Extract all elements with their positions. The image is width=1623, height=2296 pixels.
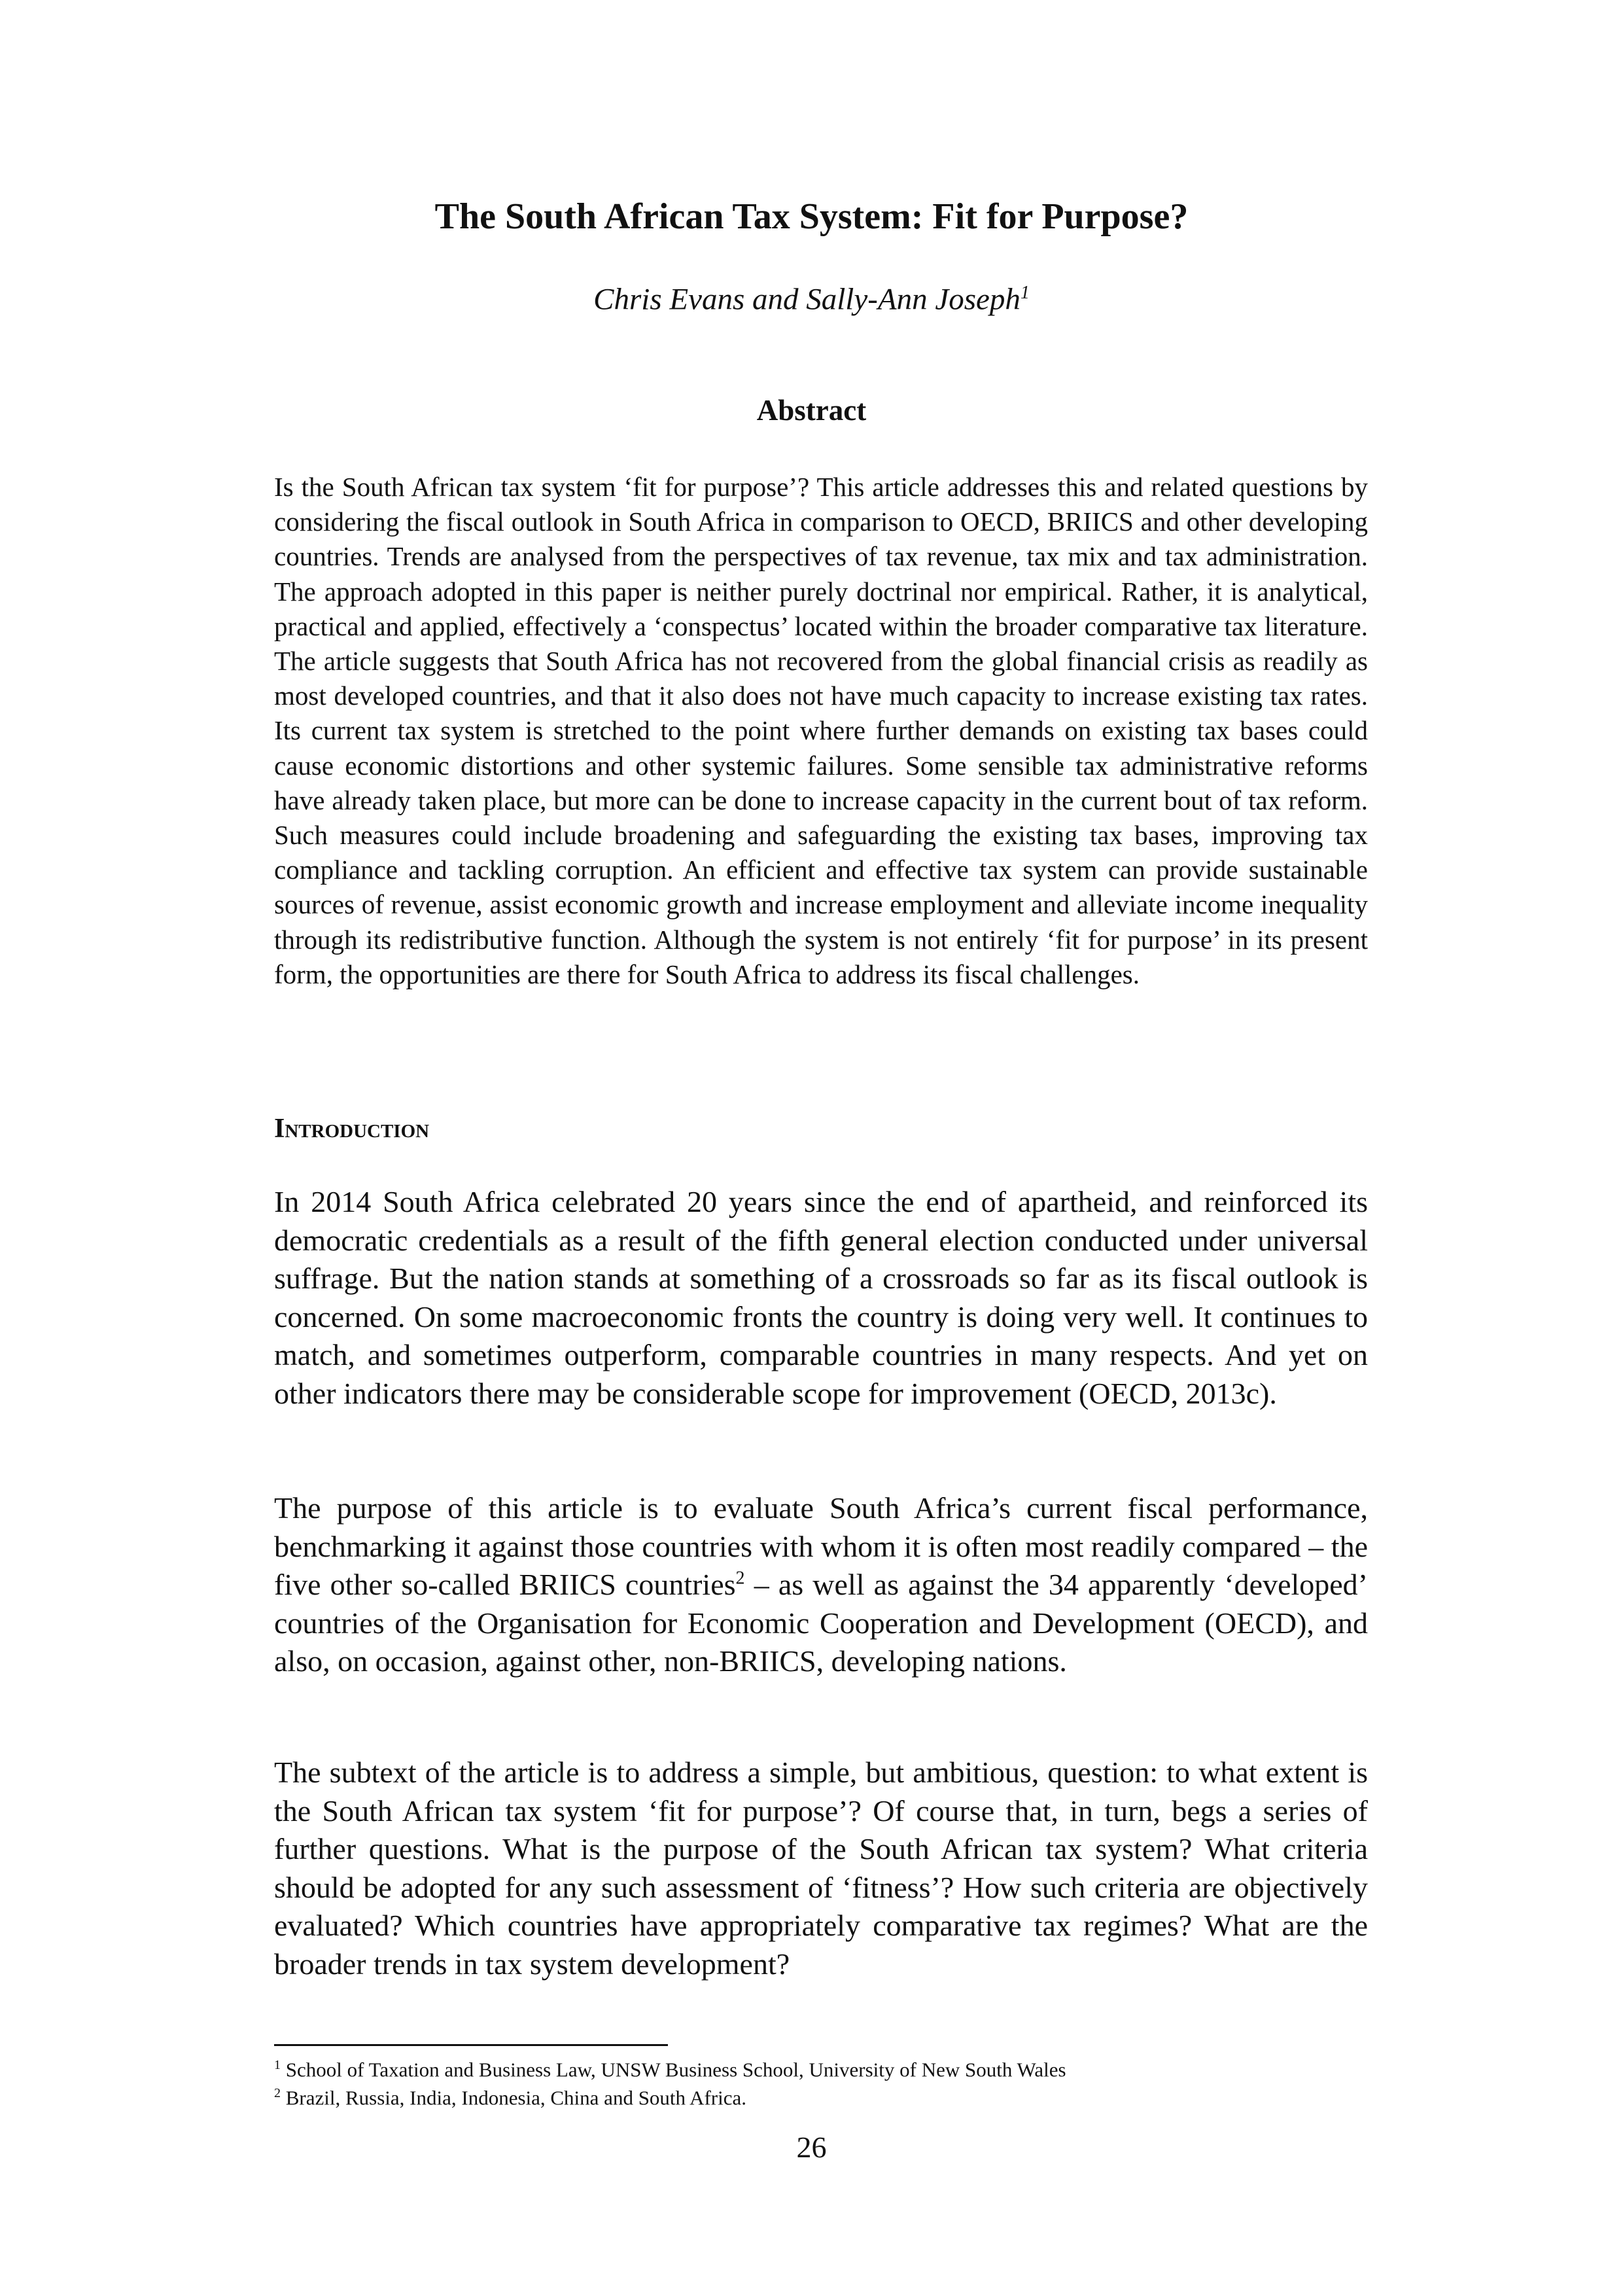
footnote-text: School of Taxation and Business Law, UNSW Business School, University of New South Wales (285, 2058, 1066, 2081)
body-paragraph-1: In 2014 South Africa celebrated 20 years since the end of apartheid, and reinforced its democratic credentials as a result of the fifth general election conducted under universal suffrage. But the nation stands at something of a crossroads so far as its fiscal outlook is concerned. On some macroeconomic fronts the country is doing very well. It continues to match, and sometimes outperform, comparable countries in many respects. And yet on other indicators there may be considerable scope for improvement (OECD, 2013c). (274, 1185, 1368, 1410)
footnote-ref-2: 2 (735, 1568, 745, 1589)
author-footnote-marker: 1 (1020, 283, 1030, 303)
paragraph-2-text-end: – as well as against the 34 apparently ‘developed’ countries of the Organisation for Economic Cooperation and Development (OECD), and also, on occasion, against other, non-BRIICS, developing nations. (274, 1568, 1369, 1678)
author-names: Chris Evans and Sally-Ann Joseph (593, 282, 1021, 317)
body-paragraph-2 (274, 1489, 1368, 1681)
abstract-heading: Abstract (756, 394, 867, 427)
footnote-marker: 2 (274, 2086, 281, 2101)
paragraph-2-text-start: The purpose of this article is to evaluate South Africa’s current fiscal performance, benchmarking it against those countries with whom it is often most readily compared – the five other so-called BRIICS countries (274, 1491, 1368, 1602)
footnote-marker: 1 (274, 2058, 281, 2072)
paper-title: The South African Tax System: Fit for Purpose? (434, 196, 1189, 237)
footnotes (274, 2053, 1368, 2110)
page-number: 26 (796, 2130, 827, 2164)
body-paragraph-3: The subtext of the article is to address a simple, but ambitious, question: to what extent is the South African tax system ‘fit for purpose’? Of course that, in turn, begs a series of further questions. What is the purpose of the South African tax system? What criteria should be adopted for any such assessment of ‘fitness’? How such criteria are objectively evaluated? Which countries have appropriately comparative tax regimes? What are the broader trends in tax system development? (274, 1756, 1368, 1981)
author-line (0, 274, 1623, 319)
footnote-1 (274, 2053, 1368, 2081)
footnote-separator (274, 2044, 668, 2046)
footnote-2 (274, 2081, 1368, 2110)
section-heading-introduction: Introduction (274, 1114, 430, 1144)
abstract-text: Is the South African tax system ‘fit for purpose’? This article addresses this and related questions by considering the fiscal outlook in South Africa in comparison to OECD, BRIICS and other developing countries. Trends are analysed from the perspectives of tax revenue, tax mix and tax administration. The approach adopted in this paper is neither purely doctrinal nor empirical. Rather, it is analytical, practical and applied, effectively a ‘conspectus’ located within the broader comparative tax literature. The article suggests that South Africa has not recovered from the global financial crisis as readily as most developed countries, and that it also does not have much capacity to increase existing tax rates. Its current tax system is stretched to the point where further demands on existing tax bases could cause economic distortions and other systemic failures. Some sensible tax administrative reforms have already taken place, but more can be done to increase capacity in the current bout of tax reform. Such measures could include broadening and safeguarding the existing tax bases, improving tax compliance and tackling corruption. An efficient and effective tax system can provide sustainable sources of revenue, assist economic growth and increase employment and alleviate income inequality through its redistributive function. Although the system is not entirely ‘fit for purpose’ in its present form, the opportunities are there for South Africa to address its fiscal challenges. (274, 472, 1368, 989)
footnote-text: Brazil, Russia, India, Indonesia, China and South Africa. (285, 2086, 747, 2110)
